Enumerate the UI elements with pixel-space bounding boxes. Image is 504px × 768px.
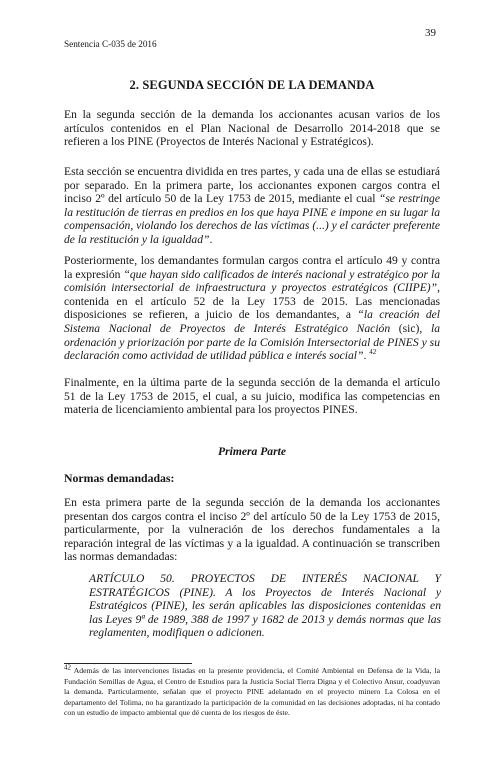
paragraph-division xyxy=(64,165,440,247)
p3-text-c: (sic), xyxy=(390,321,431,335)
running-header: Sentencia C-035 de 2016 xyxy=(64,39,157,49)
footnote-divider xyxy=(64,663,192,664)
normas-heading: Normas demandadas: xyxy=(64,471,175,485)
footnote xyxy=(64,663,441,719)
subheading-primera-parte: Primera Parte xyxy=(218,445,286,458)
section-title: 2. SEGUNDA SECCIÓN DE LA DEMANDA xyxy=(129,78,375,92)
paragraph-posteriormente xyxy=(64,254,440,363)
footnote-text: Además de las intervenciones listadas en la presente providencia, el Comité Ambiental en Defensa de la Vida, la Fundación Semillas de Agua, el Centro de Estudios para la Justicia Social Tierra Digna y el Colectivo Ansur, coadyuvan la demanda. Particularmente, señalan que el proyecto PINE adelantado en el proyecto minero La Colosa en el departamento del Tolima, no ha garantizado la participación de la comunidad en las decisiones adoptadas, ni ha contado con un estudio de impacto ambiental que dé cuenta de los riesgos de éste. xyxy=(64,666,441,718)
paragraph-primera-parte: En esta primera parte de la segunda sección de la demanda los accionantes presentan dos cargos contra el inciso 2º del artículo 50 de la Ley 1753 de 2015, particularmente, por la vulneración de los derechos fundamentales a la reparación integral de las víctimas y a la igualdad. A continuación se transcriben las normas demandadas: xyxy=(64,496,440,564)
p3-text-d: . xyxy=(363,349,367,363)
paragraph-division-end: . xyxy=(209,232,213,246)
p3-quote-c: la ordenación y priorización por parte de la Comisión Intersectorial de PINES y su declaración como actividad de utilidad pública e interés social” xyxy=(64,321,440,363)
paragraph-finalmente: Finalmente, en la última parte de la segunda sección de la demanda el artículo 51 de la Ley 1753 de 2015, el cual, a su juicio, modifica las competencias en materia de licenciamiento ambiental para los proyectos PINES. xyxy=(64,376,440,417)
quoted-article-50: ARTÍCULO 50. PROYECTOS DE INTERÉS NACIONAL Y ESTRATÉGICOS (PINE). A los Proyectos de Interés Nacional y Estratégicos (PINE), les serán aplicables las disposiciones contenidas en las Leyes 9ª de 1989, 388 de 1997 y 1682 de 2013 y demás normas que las reglamenten, modifiquen o adicionen. xyxy=(89,572,441,640)
footnote-reference[interactable]: 42 xyxy=(369,348,377,357)
paragraph-division-text: Esta sección se encuentra dividida en tres partes, y cada una de ellas se estudiará por separado. En la primera parte, los accionantes exponen cargos contra el inciso 2º del artículo 50 de la Ley 1753 de 2015, mediante el cual xyxy=(64,165,440,206)
paragraph-intro: En la segunda sección de la demanda los accionantes acusan varios de los artículos contenidos en el Plan Nacional de Desarrollo 2014-2018 que se refieren a los PINE (Proyectos de Interés Nacional y Estratégicos). xyxy=(64,108,440,149)
page-number: 39 xyxy=(425,27,436,39)
p3-quote-b: “la creación del Sistema Nacional de Proyectos de Interés Estratégico Nación xyxy=(64,308,440,335)
paragraph-division-quote: “se restringe la restitución de tierras en predios en los que haya PINE e impone en su lugar la compensación, violando los derechos de las víctimas (...) y el carácter preferente de la restitución y la igualdad” xyxy=(64,192,440,246)
p3-text-b: , contenida en el artículo 52 de la Ley 1753 de 2015. Las mencionadas disposiciones se refieren, a juicio de los demandantes, a xyxy=(64,281,440,322)
p3-text-a: Posteriormente, los demandantes formulan cargos contra el artículo 49 y contra la expresión xyxy=(64,254,440,281)
p3-quote-a: “que hayan sido calificados de interés nacional y estratégico por la comisión intersectorial de infraestructura y proyectos estratégicos (CIIPE)” xyxy=(64,267,440,295)
footnote-number: 42 xyxy=(64,663,71,672)
